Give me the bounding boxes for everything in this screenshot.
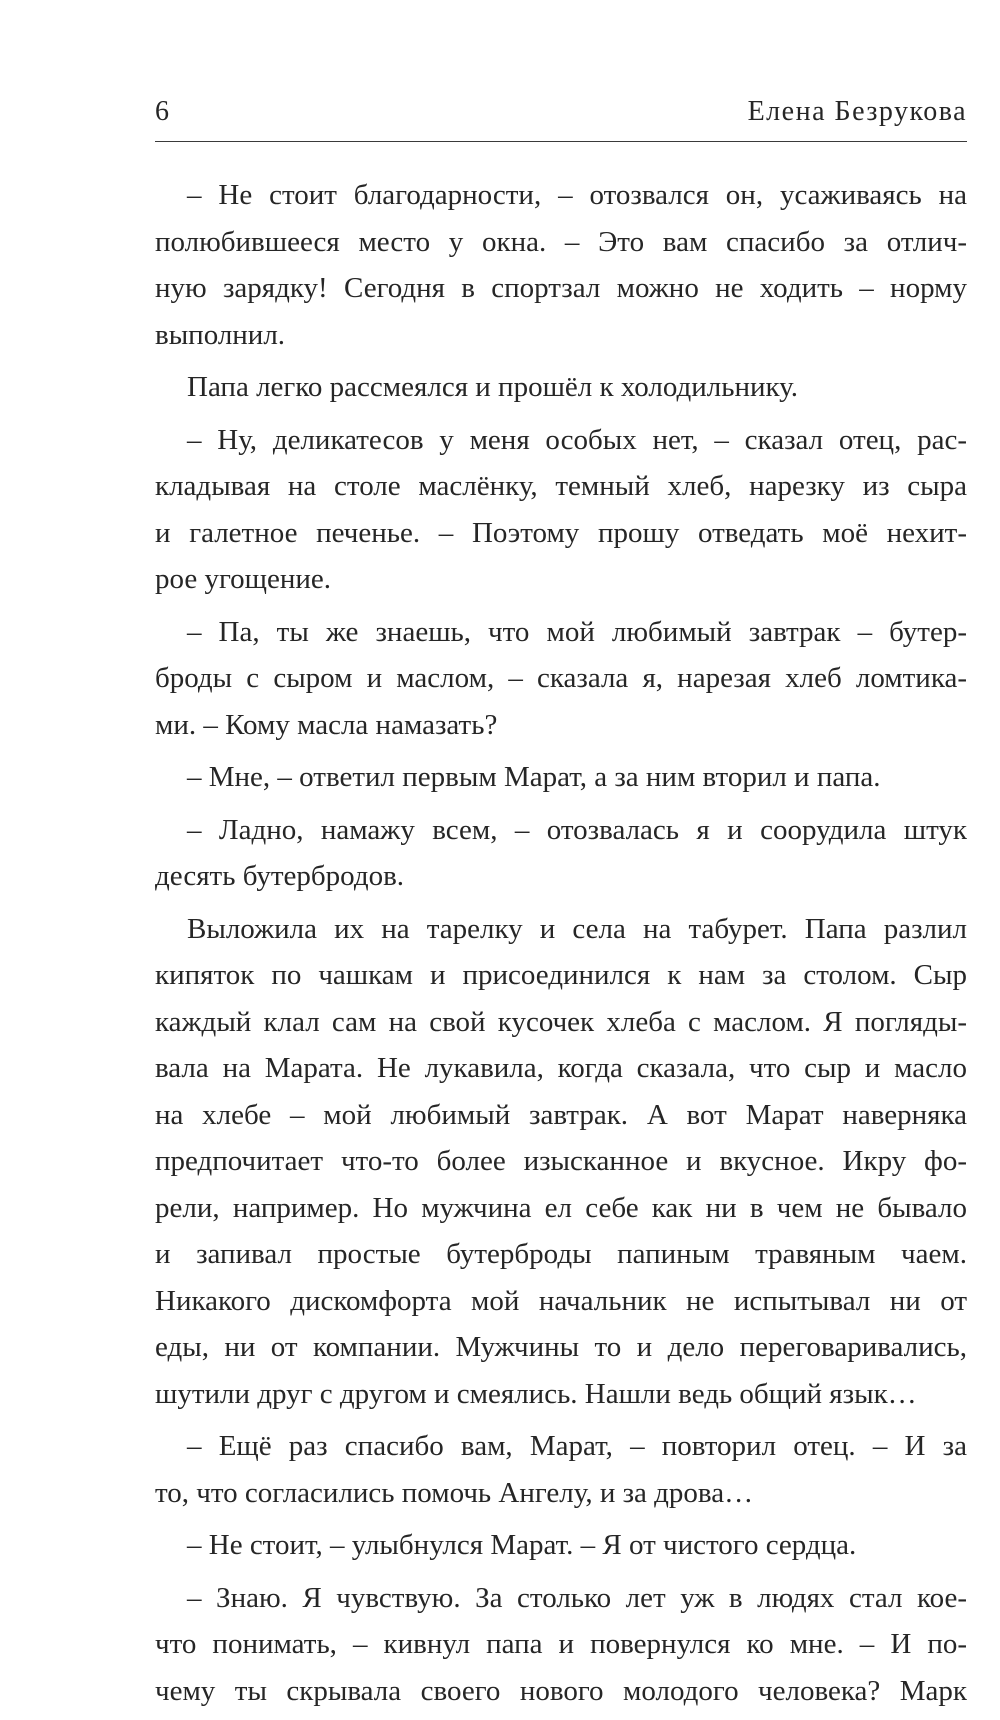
text-line: и галетное печенье. – Поэтому прошу отведать моё нехит-: [155, 516, 967, 549]
text-line: – Знаю. Я чувствую. За столько лет уж в людях стал кое-: [187, 1581, 967, 1614]
text-line: на хлебе – мой любимый завтрак. А вот Марат наверняка: [155, 1098, 967, 1131]
header-rule: [155, 141, 967, 142]
text-line: кипяток по чашкам и присоединился к нам за столом. Сыр: [155, 959, 967, 991]
text-line: ми. – Кому масла намазать?: [155, 708, 498, 741]
text-line: рели, например. Но мужчина ел себе как ни в чем не бывало: [155, 1191, 967, 1224]
text-line: чему ты скрывала своего нового молодого человека? Марк: [155, 1674, 967, 1707]
body-text: [155, 172, 967, 1720]
text-line: предпочитает что-то более изысканное и вкусное. Икру фо-: [155, 1145, 967, 1177]
text-line: – Не стоит, – улыбнулся Марат. – Я от чистого сердца.: [187, 1529, 857, 1561]
paragraph: [155, 1423, 967, 1516]
text-line: – Ещё раз спасибо вам, Марат, – повторил отец. – И за: [187, 1430, 967, 1462]
paragraph: [155, 1575, 967, 1715]
running-head: Елена Безрукова: [747, 96, 967, 127]
text-line: рое угощение.: [155, 563, 332, 595]
text-line: что понимать, – кивнул папа и повернулся ко мне. – И по-: [155, 1628, 967, 1660]
paragraph: [155, 364, 967, 411]
text-line: броды с сыром и маслом, – сказала я, нарезая хлеб ломтика-: [155, 662, 967, 694]
text-line: ную зарядку! Сегодня в спортзал можно не ходить – норму: [155, 272, 967, 304]
paragraph: [155, 807, 967, 900]
text-line: – Ладно, намажу всем, – отозвалась я и соорудила штук: [187, 813, 967, 846]
page-header: [155, 92, 967, 132]
text-line: каждый клал сам на свой кусочек хлеба с маслом. Я погляды-: [155, 1005, 967, 1038]
text-line: – Па, ты же знаешь, что мой любимый завтрак – бутер-: [187, 615, 967, 648]
page-number: 6: [155, 96, 169, 127]
paragraph: [155, 1522, 967, 1569]
text-line: полюбившееся место у окна. – Это вам спасибо за отлич-: [155, 225, 967, 258]
text-line: кладывая на столе маслёнку, темный хлеб, нарезку из сыра: [155, 470, 967, 502]
text-line: еды, ни от компании. Мужчины то и дело переговаривались,: [155, 1331, 967, 1363]
text-line: шутили друг с другом и смеялись. Нашли ведь общий язык…: [155, 1377, 917, 1410]
text-line: – Мне, – ответил первым Марат, а за ним вторил и папа.: [187, 761, 881, 793]
paragraph: [155, 609, 967, 749]
text-line: Выложила их на тарелку и села на табурет. Папа разлил: [187, 912, 967, 945]
text-line: Никакого дискомфорта мой начальник не испытывал ни от: [155, 1284, 967, 1317]
text-line: Папа легко рассмеялся и прошёл к холодильнику.: [187, 371, 799, 403]
text-line: – Не стоит благодарности, – отозвался он, усаживаясь на: [187, 179, 967, 211]
text-line: и запивал простые бутерброды папиным травяным чаем.: [155, 1238, 967, 1270]
text-line: вала на Марата. Не лукавила, когда сказала, что сыр и масло: [155, 1052, 967, 1084]
text-line: десять бутербродов.: [155, 860, 405, 892]
paragraph: [155, 172, 967, 358]
paragraph: [155, 417, 967, 603]
text-line: – Ну, деликатесов у меня особых нет, – сказал отец, рас-: [187, 423, 967, 456]
text-line: то, что согласились помочь Ангелу, и за дрова…: [155, 1476, 754, 1509]
paragraph: [155, 906, 967, 1418]
text-line: выполнил.: [155, 318, 286, 351]
paragraph: [155, 754, 967, 801]
